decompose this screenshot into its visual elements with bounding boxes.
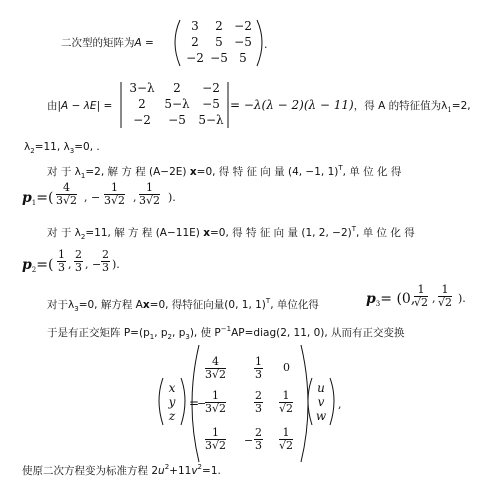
p1-d2: 3√2 bbox=[104, 194, 126, 207]
p1-n1: 4 bbox=[56, 182, 77, 195]
uvw-comma: , bbox=[338, 398, 342, 411]
eigen-rest bbox=[24, 140, 100, 158]
p1-d1: 3√2 bbox=[56, 194, 78, 207]
ortho-s3: 3 bbox=[185, 333, 190, 341]
xyz-left-paren bbox=[159, 378, 163, 425]
final-line bbox=[22, 460, 221, 478]
intro-text: 二次型的矩阵为 bbox=[61, 37, 135, 49]
p3-intro-T: T bbox=[265, 297, 271, 305]
matrix-a bbox=[183, 18, 255, 66]
p3-d1: √2 bbox=[414, 296, 429, 309]
p2-d1: 3 bbox=[58, 261, 65, 274]
p1-sep2: , bbox=[133, 191, 137, 204]
p2-frac1 bbox=[57, 249, 66, 274]
p1-p: p bbox=[22, 190, 32, 206]
a13: −2 bbox=[234, 19, 252, 33]
final-sup: 2 bbox=[164, 463, 170, 471]
p2-end: ). bbox=[112, 258, 120, 271]
final-u: u bbox=[158, 465, 165, 477]
pm-r1-d2: 3 bbox=[255, 368, 262, 381]
uvw-left-paren bbox=[308, 378, 312, 425]
w: w bbox=[315, 409, 327, 423]
p3-frac1 bbox=[414, 284, 428, 309]
pm-r2-n2: 2 bbox=[255, 389, 262, 402]
p2-frac3 bbox=[101, 249, 110, 274]
pm-r2-d: 3√2 bbox=[205, 402, 227, 415]
ortho-line bbox=[47, 322, 405, 344]
final-sup2: 2 bbox=[197, 463, 203, 471]
final-v: v bbox=[191, 465, 198, 477]
matrix-a-left-paren bbox=[175, 20, 180, 66]
pm-r2-n: 1 bbox=[205, 390, 226, 403]
p3-intro-sub: 3 bbox=[74, 305, 79, 313]
u: u bbox=[317, 381, 325, 395]
ortho-rest: AP=diag(2, 11, 0), 从而有正交变换 bbox=[231, 327, 405, 339]
det-prefix-text: 由| bbox=[47, 100, 62, 112]
p2-intro-rest: =11, 解 方 程 (A−11E) bbox=[85, 227, 204, 239]
ortho-s2: 2 bbox=[167, 333, 173, 341]
l3-sub: 3 bbox=[69, 147, 75, 155]
p2-d3: 3 bbox=[102, 261, 109, 274]
p2-intro-T: T bbox=[351, 225, 357, 233]
a31: −2 bbox=[186, 51, 204, 65]
det-matrix bbox=[124, 80, 228, 128]
p2-p: p bbox=[22, 257, 32, 273]
p1-eq: =( bbox=[36, 190, 54, 206]
det-rhs-text: = −λ(λ − 2)(λ − 11) bbox=[230, 98, 354, 112]
p1-intro-a: 对 于 λ bbox=[47, 166, 81, 178]
pm-r2-n3: 1 bbox=[279, 390, 293, 403]
d22: 5−λ bbox=[164, 97, 190, 111]
ortho-c3: ), 使 P bbox=[189, 327, 221, 339]
p3-frac2 bbox=[438, 284, 452, 309]
pm-r3-d2: 3 bbox=[255, 439, 262, 452]
A-eq: A = bbox=[134, 37, 154, 49]
p1-intro-tail: , 单 位 化 得 bbox=[342, 166, 402, 178]
p1-frac1 bbox=[56, 182, 77, 207]
p1-intro-sub: 1 bbox=[80, 172, 86, 180]
det-mid: | = bbox=[96, 100, 113, 112]
p2-sub: 2 bbox=[31, 266, 37, 274]
p2-n3: 2 bbox=[102, 248, 109, 261]
d12: 2 bbox=[173, 81, 181, 95]
pm-r1-c3: 0 bbox=[283, 361, 290, 374]
p2-intro bbox=[47, 222, 415, 244]
p2-frac2 bbox=[74, 249, 83, 274]
d32: −5 bbox=[168, 113, 186, 127]
pm-r3-c3-frac bbox=[279, 427, 293, 452]
ortho-c1: , p bbox=[154, 327, 168, 339]
p1-sep1: , − bbox=[84, 191, 101, 204]
det-tail-end: =2, bbox=[451, 100, 471, 112]
p2-n1: 1 bbox=[58, 248, 65, 261]
xyz-right-paren bbox=[181, 378, 185, 425]
d23: −5 bbox=[202, 97, 220, 111]
p3-sub: 3 bbox=[375, 300, 381, 308]
d13: −2 bbox=[202, 81, 220, 95]
pm-r3-n2: 2 bbox=[255, 426, 262, 439]
x: x bbox=[168, 381, 176, 395]
pm-r1-c2-frac bbox=[254, 356, 263, 381]
a22: 5 bbox=[215, 35, 223, 49]
p1-d3: 3√2 bbox=[139, 194, 161, 207]
det-tail: ，得 A 的特征值为λ bbox=[353, 100, 448, 112]
pm-r3-c1-frac bbox=[205, 427, 226, 452]
p2-label bbox=[22, 258, 53, 277]
pm-r3-minus: − bbox=[244, 434, 254, 447]
pm-r2-d3: √2 bbox=[279, 402, 294, 415]
p1-intro-x: x bbox=[189, 166, 197, 178]
pm-r1-c1-frac bbox=[205, 356, 226, 381]
d11: 3−λ bbox=[129, 81, 155, 95]
uvw-vector bbox=[314, 381, 328, 423]
p1-n2: 1 bbox=[104, 182, 125, 195]
pm-r3-d3: √2 bbox=[279, 439, 294, 452]
pm-r1-n: 4 bbox=[205, 356, 226, 369]
p1-n3: 1 bbox=[139, 182, 160, 195]
final-end: =1. bbox=[202, 465, 221, 477]
l3: λ bbox=[60, 141, 70, 153]
det-tail-sub: 1 bbox=[447, 106, 452, 114]
p3-intro-eq: =0, 得特征向量(0, 1, 1) bbox=[149, 299, 266, 311]
a12: 2 bbox=[215, 19, 223, 33]
a11: 3 bbox=[191, 19, 199, 33]
p2-intro-eq: =0, 得 特 征 向 量 (1, 2, −2) bbox=[210, 227, 352, 239]
p3-p: p bbox=[366, 291, 376, 307]
a33: 5 bbox=[239, 51, 247, 65]
pm-r2-c1-frac bbox=[205, 390, 226, 415]
p3-n2: 1 bbox=[438, 284, 452, 297]
z: z bbox=[168, 409, 176, 423]
d21: 2 bbox=[138, 97, 146, 111]
matrix-a-right-paren bbox=[257, 20, 262, 66]
pm-r2-minus: − bbox=[197, 397, 207, 410]
y: y bbox=[168, 395, 176, 409]
pmatrix-right-paren bbox=[301, 345, 308, 462]
p3-intro-x: x bbox=[142, 299, 150, 311]
p3-intro-tail: , 单位化得 bbox=[270, 299, 319, 311]
ortho-c2: , p bbox=[172, 327, 186, 339]
p1-intro-eq: =0, 得 特 征 向 量 (4, −1, 1) bbox=[196, 166, 339, 178]
pm-r2-c2-frac bbox=[254, 390, 263, 415]
p1-frac3 bbox=[139, 182, 160, 207]
l2: λ bbox=[24, 141, 31, 153]
matrix-a-period: . bbox=[264, 38, 268, 51]
d33: 5−λ bbox=[198, 113, 224, 127]
p1-frac2 bbox=[104, 182, 125, 207]
p3-sep: , bbox=[432, 292, 436, 305]
p2-eq: =( bbox=[36, 257, 54, 273]
l2-sub: 2 bbox=[30, 147, 35, 155]
pm-r2-c3-frac bbox=[279, 390, 293, 415]
pm-r3-c2-frac bbox=[254, 427, 263, 452]
p3-intro bbox=[47, 294, 319, 316]
p2-intro-x: x bbox=[203, 227, 210, 239]
uvw-right-paren bbox=[330, 378, 334, 425]
p2-sep2: , − bbox=[85, 258, 102, 271]
p3-end: ). bbox=[458, 292, 466, 305]
pm-r3-n3: 1 bbox=[279, 427, 293, 440]
ortho-inv: −1 bbox=[220, 325, 232, 333]
d31: −2 bbox=[133, 113, 151, 127]
pm-r3-n: 1 bbox=[205, 427, 226, 440]
p2-intro-sub: 2 bbox=[80, 233, 86, 241]
final-text: 使原二次方程变为标准方程 2 bbox=[22, 465, 159, 477]
p3-n1: 1 bbox=[414, 284, 428, 297]
p1-intro-T: T bbox=[338, 164, 343, 172]
p3-d2: √2 bbox=[438, 296, 453, 309]
xyz-vector bbox=[165, 381, 179, 423]
p3-intro-a: 对于λ bbox=[47, 299, 75, 311]
v: v bbox=[317, 395, 325, 409]
det-lhs: A − λE bbox=[61, 100, 97, 112]
p1-label bbox=[22, 191, 53, 210]
p1-intro bbox=[47, 161, 401, 183]
p2-n2: 2 bbox=[75, 248, 82, 261]
a23: −5 bbox=[234, 35, 252, 49]
xyz-eq: = bbox=[189, 396, 200, 410]
p1-sub: 1 bbox=[31, 199, 37, 207]
p3-eq: = (0, bbox=[380, 291, 416, 307]
det-prefix bbox=[47, 99, 112, 113]
p2-d2: 3 bbox=[75, 261, 82, 274]
p2-intro-a: 对 于 λ bbox=[47, 227, 81, 239]
a32: −5 bbox=[210, 51, 228, 65]
pm-r3-d: 3√2 bbox=[205, 439, 227, 452]
p1-end: ). bbox=[168, 191, 176, 204]
l2-val: =11, bbox=[34, 141, 61, 153]
p1-intro-rest: =2, 解 方 程 (A−2E) bbox=[85, 166, 190, 178]
p2-sep1: , bbox=[68, 258, 72, 271]
pm-r2-d2: 3 bbox=[255, 402, 262, 415]
pm-r1-n2: 1 bbox=[255, 355, 262, 368]
a21: 2 bbox=[191, 35, 199, 49]
ortho-s1: 1 bbox=[149, 333, 155, 341]
det-rhs bbox=[230, 98, 471, 117]
pm-r1-d: 3√2 bbox=[205, 368, 227, 381]
p3-intro-rest: =0, 解方程 A bbox=[78, 299, 143, 311]
p3-label bbox=[366, 292, 415, 311]
final-plus: +11 bbox=[169, 465, 192, 477]
p2-intro-tail: , 单 位 化 得 bbox=[356, 227, 415, 239]
ortho-a: 于是有正交矩阵 P=(p bbox=[47, 327, 150, 339]
l3-val: =0, . bbox=[74, 141, 100, 153]
